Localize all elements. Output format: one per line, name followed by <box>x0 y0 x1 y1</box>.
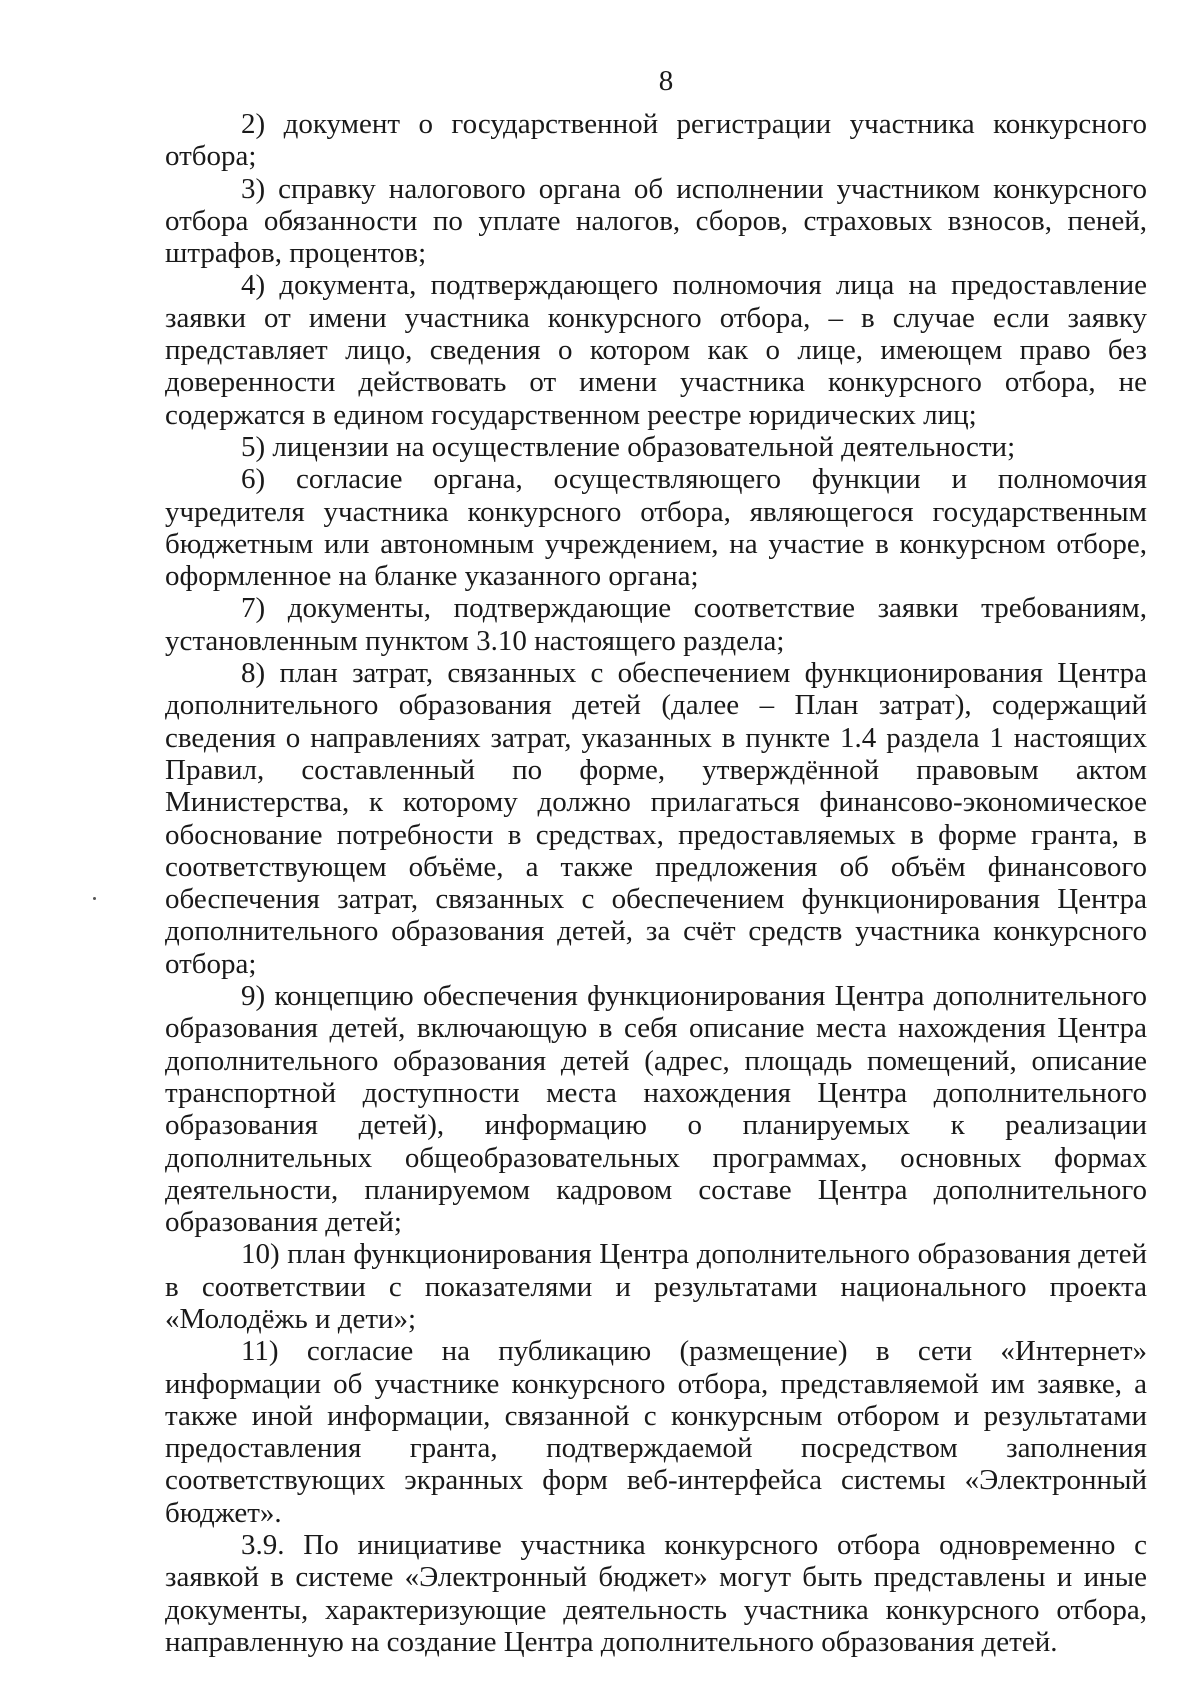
paragraph-item-10: 10) план функционирования Центра дополнительного образования детей в соответствии с показателями и результатами национального проекта «Молодёжь и дети»; <box>165 1238 1147 1335</box>
paragraph-item-9: 9) концепцию обеспечения функционирования Центра дополнительного образования детей, включающую в себя описание места нахождения Центра дополнительного образования детей (адрес, площадь помещений, описание транспортной доступности места нахождения Центра дополнительного образования детей), информацию о планируемых к реализации дополнительных общеобразовательных программах, основных формах деятельности, планируемом кадровом составе Центра дополнительного образования детей; <box>165 980 1147 1239</box>
page-number: 8 <box>658 65 674 97</box>
document-body <box>165 108 1147 1658</box>
paragraph-item-6: 6) согласие органа, осуществляющего функции и полномочия учредителя участника конкурсного отбора, являющегося государственным бюджетным или автономным учреждением, на участие в конкурсном отборе, оформленное на бланке указанного органа; <box>165 463 1147 593</box>
paragraph-item-8: 8) план затрат, связанных с обеспечением функционирования Центра дополнительного образования детей (далее – План затрат), содержащий сведения о направлениях затрат, указанных в пункте 1.4 раздела 1 настоящих Правил, составленный по форме, утверждённой правовым актом Министерства, к которому должно прилагаться финансово-экономическое обоснование потребности в средствах, предоставляемых в форме гранта, в соответствующем объёме, а также предложения об объём финансового обеспечения затрат, связанных с обеспечением функционирования Центра дополнительного образования детей, за счёт средств участника конкурсного отбора; <box>165 657 1147 980</box>
paragraph-item-11: 11) согласие на публикацию (размещение) в сети «Интернет» информации об участнике конкурсного отбора, представляемой им заявке, а также иной информации, связанной с конкурсным отбором и результатами предоставления гранта, подтверждаемой посредством заполнения соответствующих экранных форм веб-интерфейса системы «Электронный бюджет». <box>165 1335 1147 1529</box>
paragraph-item-3: 3) справку налогового органа об исполнении участником конкурсного отбора обязанности по уплате налогов, сборов, страховых взносов, пеней, штрафов, процентов; <box>165 172 1147 270</box>
paragraph-clause-3-9: 3.9. По инициативе участника конкурсного отбора одновременно с заявкой в системе «Электронный бюджет» могут быть представлены и иные документы, характеризующие деятельность участника конкурсного отбора, направленную на создание Центра дополнительного образования детей. <box>165 1529 1147 1658</box>
paragraph-item-7: 7) документы, подтверждающие соответствие заявки требованиям, установленным пунктом 3.10 настоящего раздела; <box>165 592 1147 657</box>
scan-speck <box>93 897 96 900</box>
paragraph-item-5: 5) лицензии на осуществление образовательной деятельности; <box>241 430 1016 463</box>
paragraph-item-4: 4) документа, подтверждающего полномочия лица на предоставление заявки от имени участника конкурсного отбора, – в случае если заявку представляет лицо, сведения о котором как о лице, имеющем право без доверенности действовать от имени участника конкурсного отбора, не содержатся в едином государственном реестре юридических лиц; <box>165 269 1147 431</box>
paragraph-item-2: 2) документ о государственной регистрации участника конкурсного отбора; <box>165 108 1147 173</box>
